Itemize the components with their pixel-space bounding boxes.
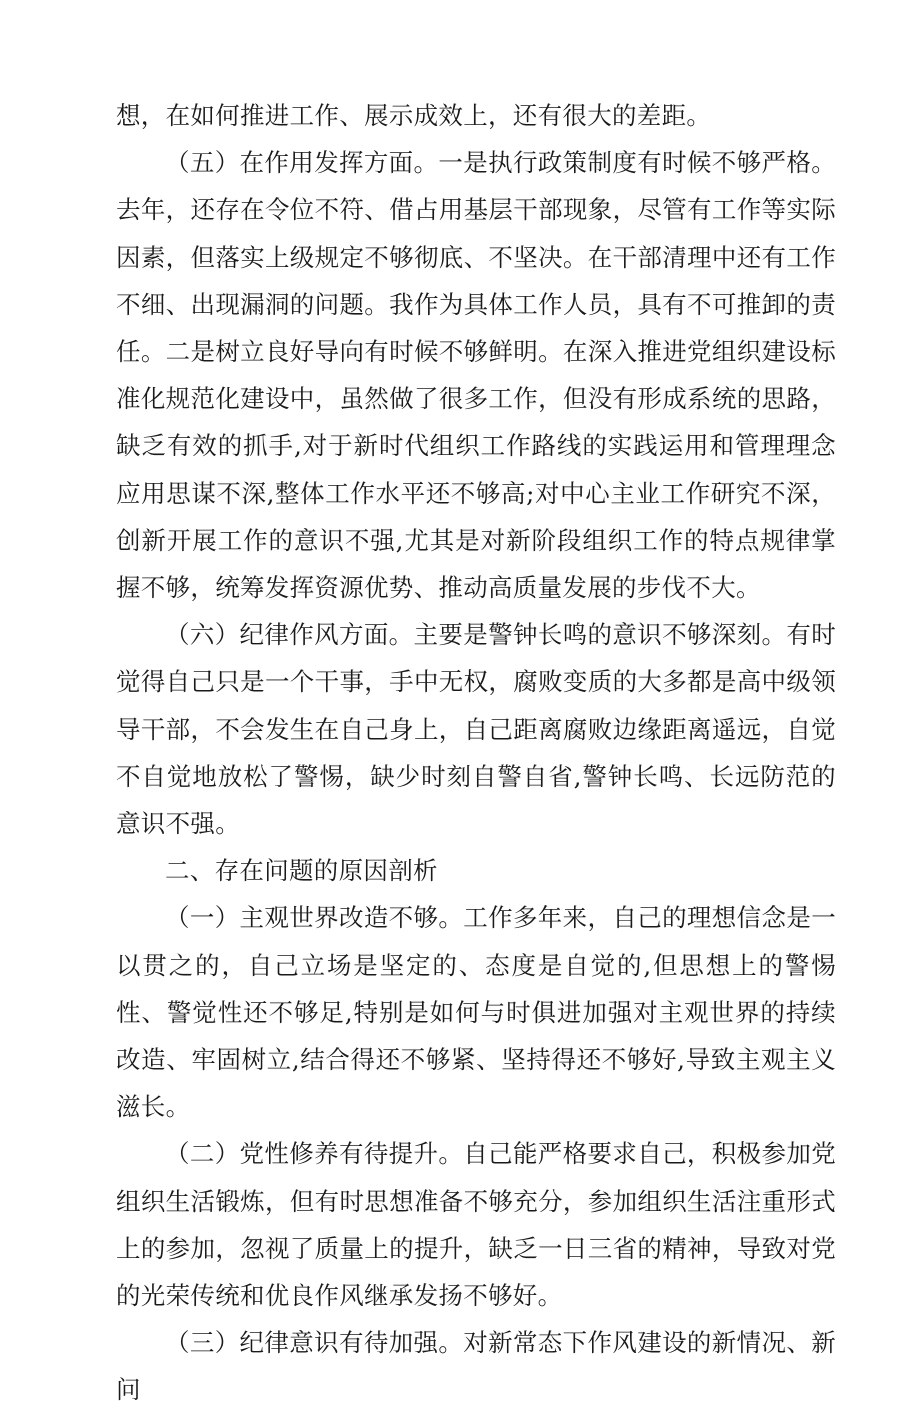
paragraph-cause-1: （一）主观世界改造不够。工作多年来，自己的理想信念是一以贯之的，自己立场是坚定的、态度是自觉的,但思想上的警惕性、警觉性还不够足,特别是如何与时俱进加强对主观世界的持续改造、牢固树立,结合得还不够紧、坚持得还不够好,导致主观主义滋长。 — [116, 903, 836, 1122]
paragraph-cause-3: （三）纪律意识有待加强。对新常态下作风建设的新情况、新问 — [116, 1328, 836, 1405]
paragraph-continuation: 想，在如何推进工作、展示成效上，还有很大的差距。 — [116, 101, 712, 130]
document-body — [116, 92, 836, 1414]
paragraph-cause-2: （二）党性修养有待提升。自己能严格要求自己，积极参加党组织生活锻炼，但有时思想准备不够充分，参加组织生活注重形式上的参加，忽视了质量上的提升，缺乏一日三省的精神，导致对党的光荣传统和优良作风继承发扬不够好。 — [116, 1139, 836, 1311]
section-heading: 二、存在问题的原因剖析 — [165, 856, 438, 886]
paragraph-section-6: （六）纪律作风方面。主要是警钟长鸣的意识不够深刻。有时觉得自己只是一个干事，手中无权，腐败变质的大多都是高中级领导干部，不会发生在自己身上，自己距离腐败边缘距离遥远，自觉不自觉地放松了警惕，缺少时刻自警自省,警钟长鸣、长远防范的意识不强。 — [116, 620, 836, 839]
paragraph-section-5: （五）在作用发挥方面。一是执行政策制度有时候不够严格。去年，还存在令位不符、借占用基层干部现象，尽管有工作等实际因素，但落实上级规定不够彻底、不坚决。在干部清理中还有工作不细、出现漏洞的问题。我作为具体工作人员，具有不可推卸的责任。二是树立良好导向有时候不够鲜明。在深入推进党组织建设标准化规范化建设中，虽然做了很多工作，但没有形成系统的思路，缺乏有效的抓手,对于新时代组织工作路线的实践运用和管理理念应用思谋不深,整体工作水平还不够高;对中心主业工作研究不深，创新开展工作的意识不强,尤其是对新阶段组织工作的特点规律掌握不够，统筹发挥资源优势、推动高质量发展的步伐不大。 — [116, 148, 836, 603]
